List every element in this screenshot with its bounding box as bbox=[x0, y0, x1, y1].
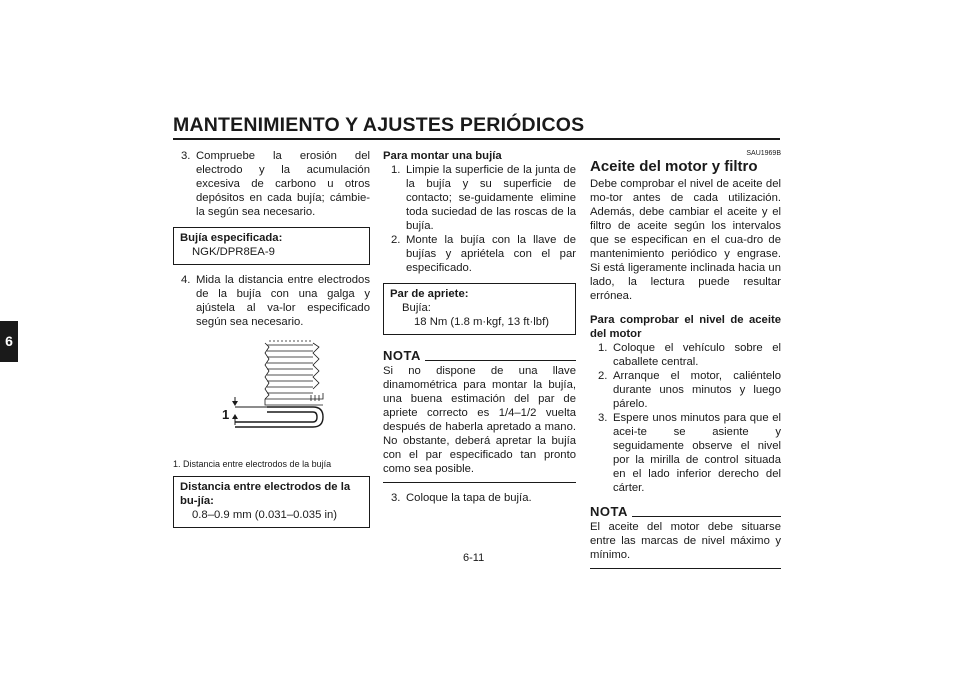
step-number: 3. bbox=[391, 492, 401, 504]
step-number: 3. bbox=[598, 412, 608, 424]
step-text: Monte la bujía con la llave de bujías y apriétela con el par especificado. bbox=[406, 234, 576, 274]
step-text: Compruebe la erosión del electrodo y la acumulación excesiva de carbono u otros depósitos en cada bujía; cámbie-la según sea necesario. bbox=[196, 150, 370, 218]
spark-plug-gap-figure bbox=[173, 339, 370, 451]
nota-header bbox=[590, 505, 781, 519]
oil-step-2 bbox=[590, 369, 781, 411]
step-text: Espere unos minutos para que el acei-te se asiente y seguidamente observe el nivel por la mirilla de control situada en el lado inferior derecho del cárter. bbox=[613, 412, 781, 494]
spec-label: Bujía especificada: bbox=[180, 232, 283, 244]
step-text: Limpie la superficie de la junta de la bujía y su superficie de contacto; se-guidamente elimine toda suciedad de las roscas de la bujía. bbox=[406, 164, 576, 232]
torque-value: 18 Nm (1.8 m·kgf, 13 ft·lbf) bbox=[414, 316, 549, 328]
step-number: 1. bbox=[391, 164, 401, 176]
nota-text: El aceite del motor debe situarse entre las marcas de nivel máximo y mínimo. bbox=[590, 521, 781, 561]
page-title: MANTENIMIENTO Y AJUSTES PERIÓDICOS bbox=[173, 114, 585, 136]
electrode-gap-spec-box bbox=[173, 476, 370, 528]
column-middle bbox=[383, 149, 576, 505]
nota-rule bbox=[632, 516, 781, 517]
step-text: Mida la distancia entre electrodos de la bujía con una galga y ajústela al va-lor especificado según sea necesario. bbox=[196, 274, 370, 328]
section-tab: 6 bbox=[0, 321, 18, 362]
column-left bbox=[173, 149, 370, 534]
nota-end-rule bbox=[590, 568, 781, 569]
figure-callout-1: 1 bbox=[222, 407, 230, 422]
torque-label: Par de apriete: bbox=[390, 288, 469, 300]
reference-code: SAU1969B bbox=[746, 150, 781, 157]
spark-plug-illustration bbox=[173, 339, 370, 451]
column-right bbox=[590, 149, 781, 569]
step-1-clean bbox=[383, 163, 576, 233]
oil-check-heading: Para comprobar el nivel de aceite del motor bbox=[590, 314, 781, 340]
nota-rule bbox=[425, 360, 576, 361]
step-3-cap bbox=[383, 491, 576, 505]
step-text: Arranque el motor, caliéntelo durante unos minutos y luego párelo. bbox=[613, 370, 781, 410]
nota-label: NOTA bbox=[590, 504, 628, 519]
step-text: Coloque la tapa de bujía. bbox=[406, 492, 532, 504]
step-number: 2. bbox=[598, 370, 608, 382]
figure-caption: 1. Distancia entre electrodos de la bujía bbox=[173, 459, 332, 469]
step-number: 3. bbox=[181, 150, 191, 162]
nota-label: NOTA bbox=[383, 348, 421, 363]
nota-text: Si no dispone de una llave dinamométrica para montar la bujía, una buena estimación del par de apriete correcto es 1/4–1/2 vuelta después de haberla apretado a mano. No obstante, deberá apretar la bujía con el par especificado tan pronto como sea posible. bbox=[383, 365, 576, 475]
spark-plug-spec-box bbox=[173, 227, 370, 265]
step-3-erosion bbox=[173, 149, 370, 219]
gap-value: 0.8–0.9 mm (0.031–0.035 in) bbox=[192, 509, 338, 521]
step-number: 1. bbox=[598, 342, 608, 354]
header-rule bbox=[173, 138, 780, 140]
torque-item: Bujía: bbox=[402, 302, 431, 314]
torque-spec-box bbox=[383, 283, 576, 335]
step-text: Coloque el vehículo sobre el caballete central. bbox=[613, 342, 781, 368]
spec-value: NGK/DPR8EA-9 bbox=[192, 246, 275, 258]
install-heading: Para montar una bujía bbox=[383, 150, 502, 162]
step-number: 2. bbox=[391, 234, 401, 246]
nota-header bbox=[383, 349, 576, 363]
intro-paragraph: Debe comprobar el nivel de aceite del mo-tor antes de cada utilización. Además, debe cambiar el aceite y el filtro de aceite según los intervalos que se especifican en el cua-dro de mantenimiento periódico y engrase. Si está ligeramente inclinada hacia un lado, la lectura puede resultar errónea. bbox=[590, 178, 781, 302]
oil-step-3 bbox=[590, 411, 781, 495]
nota-end-rule bbox=[383, 482, 576, 483]
section-title: Aceite del motor y filtro bbox=[590, 158, 758, 175]
step-number: 4. bbox=[181, 274, 191, 286]
step-4-measure-gap bbox=[173, 273, 370, 329]
gap-label: Distancia entre electrodos de la bu-jía: bbox=[180, 481, 351, 507]
step-2-install bbox=[383, 233, 576, 275]
page-number: 6-11 bbox=[463, 552, 485, 564]
oil-step-1 bbox=[590, 341, 781, 369]
